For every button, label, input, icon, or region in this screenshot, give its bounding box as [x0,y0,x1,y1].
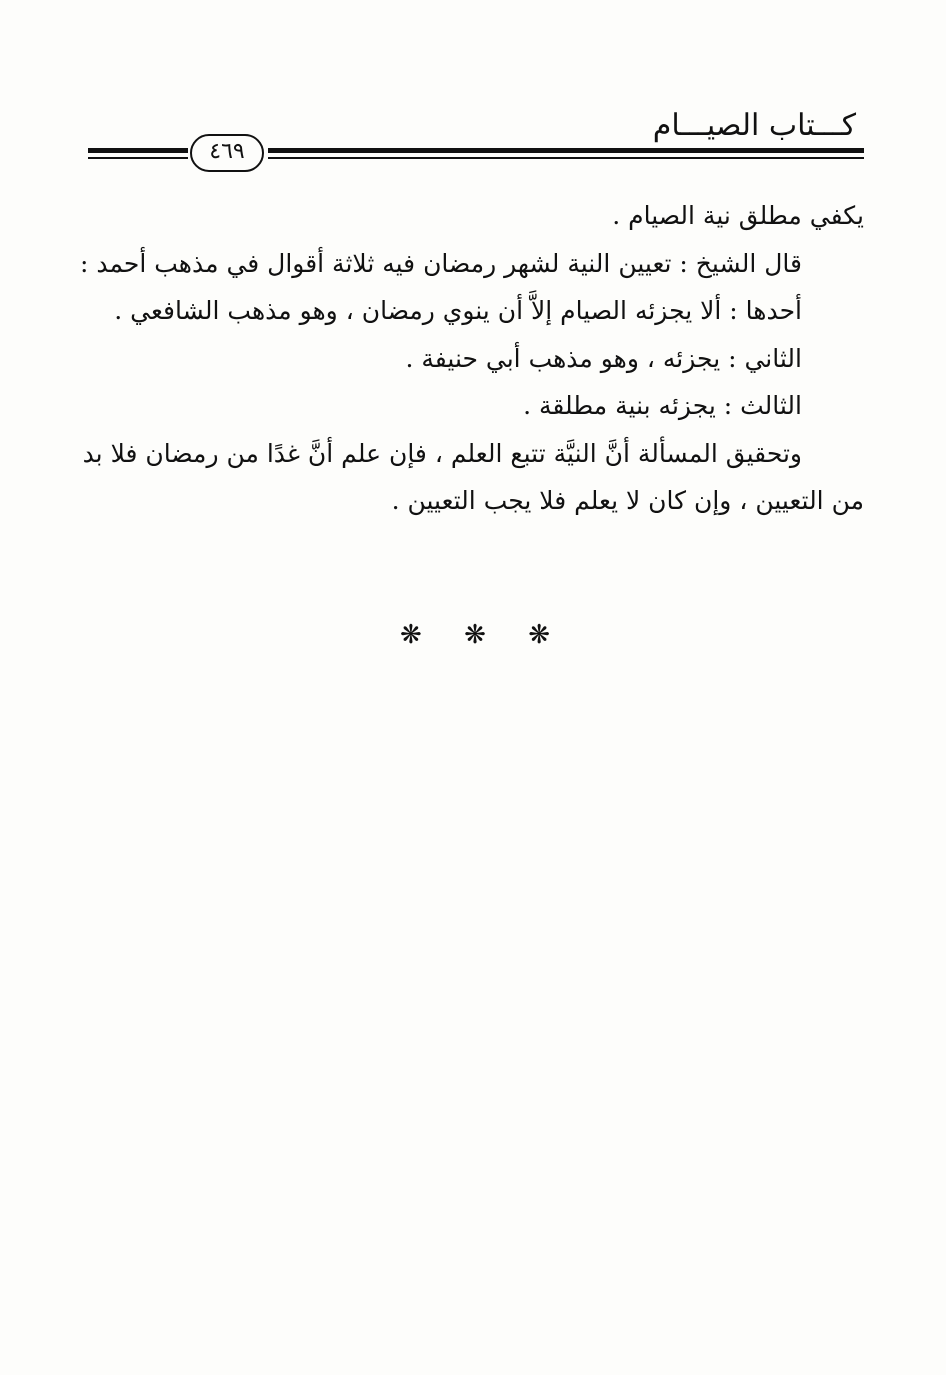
running-title: كـــتاب الصيـــام [652,108,856,143]
header-rule-thick-left [88,148,188,153]
header-rule-thin-right [268,157,864,159]
text-line-3: أحدها : ألا يجزئه الصيام إلاَّ أن ينوي رمضان ، وهو مذهب الشافعي . [114,296,802,325]
text-line-2: قال الشيخ : تعيين النية لشهر رمضان فيه ثلاثة أقوال في مذهب أحمد : [79,248,802,278]
header-rule-thin-left [88,157,188,159]
header-rule-thick-right [268,148,864,153]
page-number: ٤٦٩ [190,134,264,172]
text-line-5: الثالث : يجزئه بنية مطلقة . [523,391,802,420]
body-text [79,192,864,525]
separator-star-2: ❋ [464,620,486,650]
text-line-6: وتحقيق المسألة أنَّ النيَّة تتبع العلم ، فإن علم أنَّ غدًا من رمضان فلا بد [82,438,802,468]
text-line-7: من التعيين ، وإن كان لا يعلم فلا يجب التعيين . [391,486,864,515]
text-line-4: الثاني : يجزئه ، وهو مذهب أبي حنيفة . [405,343,802,373]
separator-star-3: ❋ [528,620,550,650]
text-line-1: يكفي مطلق نية الصيام . [612,201,864,230]
section-separator [400,615,550,655]
page-header [88,108,864,168]
separator-star-1: ❋ [400,620,422,650]
